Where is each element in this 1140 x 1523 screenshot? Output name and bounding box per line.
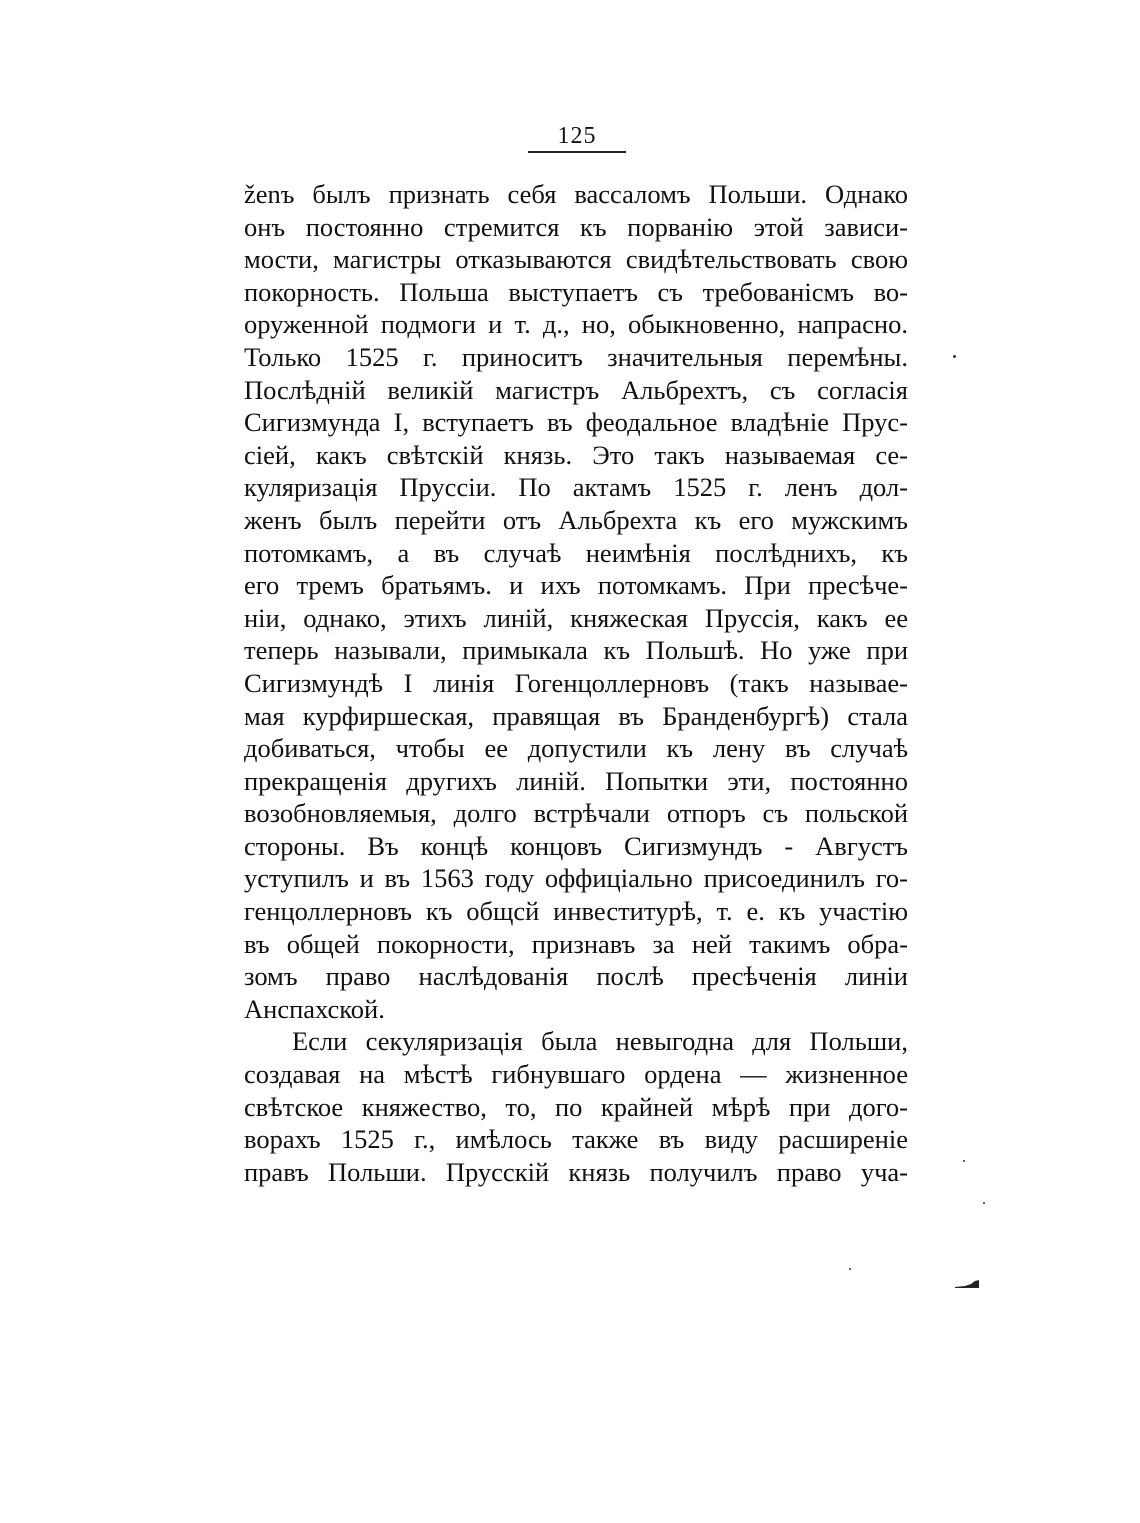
text-line: потомкамъ, а въ случаѣ неимѣнія послѣднихъ, къ [244, 537, 908, 568]
paragraph-1 [244, 178, 908, 1025]
text-line: генцоллерновъ къ общсй инвеститурѣ, т. е. къ участію [244, 896, 908, 927]
text-line: Послѣдній великій магистръ Альбрехтъ, съ согласія [244, 374, 908, 405]
text-line: ніи, однако, этихъ линій, княжеская Пруссія, какъ ее [244, 602, 908, 633]
text-line: въ общей покорности, признавъ за ней такимъ обра- [244, 928, 908, 959]
text-line: куляризація Пруссіи. По актамъ 1525 г. ленъ дол- [244, 472, 908, 503]
text-line: Если секуляризація была невыгодна для Польши, [292, 1026, 908, 1057]
page-number: 125 [557, 123, 597, 149]
text-line: прекращенія другихъ линій. Попытки эти, постоянно [244, 765, 908, 796]
text-line: ворахъ 1525 г., имѣлось также въ виду расширеніе [244, 1124, 908, 1155]
text-line: ženъ былъ признать себя вассаломъ Польши. Однако [244, 179, 908, 209]
scan-speck [849, 1268, 851, 1270]
paragraph-2 [244, 1025, 908, 1188]
text-line: Только 1525 г. приноситъ значительныя перемѣны. [244, 341, 908, 372]
text-line: покорность. Польша выступаетъ съ требованісмъ во- [244, 276, 908, 307]
text-line: правъ Польши. Прусскій князь получилъ право уча- [244, 1156, 908, 1187]
text-line: мая курфиршеская, правящая въ Бранденбургѣ) стала [244, 700, 908, 731]
text-line: женъ былъ перейти отъ Альбрехта къ его мужскимъ [244, 504, 908, 535]
text-line: уступилъ и въ 1563 году оффиціально присоединилъ го- [244, 863, 908, 894]
text-line: сіей, какъ свѣтскій князь. Это такъ называемая се- [244, 439, 908, 470]
text-line: онъ постоянно стремится къ порванію этой зависи- [244, 211, 908, 242]
text-line: Анспахской. [244, 993, 385, 1024]
text-line: возобновляемыя, долго встрѣчали отпоръ съ польской [244, 798, 908, 829]
text-line: создавая на мѣстѣ гибнувшаго ордена — жизненное [244, 1059, 908, 1090]
scan-speck [963, 1160, 965, 1162]
scan-speck [983, 1202, 985, 1204]
scan-speck [953, 355, 956, 358]
text-line: свѣтское княжество, то, по крайней мѣрѣ при дого- [244, 1091, 908, 1122]
text-line: Сигизмунда I, вступаетъ въ феодальное владѣніе Прус- [244, 407, 908, 438]
page-number-rule [528, 151, 626, 153]
text-line: мости, магистры отказываются свидѣтельствовать свою [244, 244, 908, 275]
text-line: добиваться, чтобы ее допустили къ лену въ случаѣ [244, 733, 908, 764]
text-line: Сигизмундѣ I линія Гогенцоллерновъ (такъ называе- [244, 667, 908, 698]
text-line: его тремъ братьямъ. и ихъ потомкамъ. При пресѣче- [244, 570, 908, 601]
text-line: стороны. Въ концѣ концовъ Сигизмундъ - Августъ [244, 830, 908, 861]
text-line: зомъ право наслѣдованія послѣ пресѣченія линіи [244, 961, 908, 992]
scan-mark [955, 1280, 979, 1288]
text-line: оруженной подмоги и т. д., но, обыкновенно, напрасно. [244, 309, 908, 340]
body-text [244, 178, 908, 1188]
text-line: теперь называли, примыкала къ Польшѣ. Но уже при [244, 635, 908, 666]
